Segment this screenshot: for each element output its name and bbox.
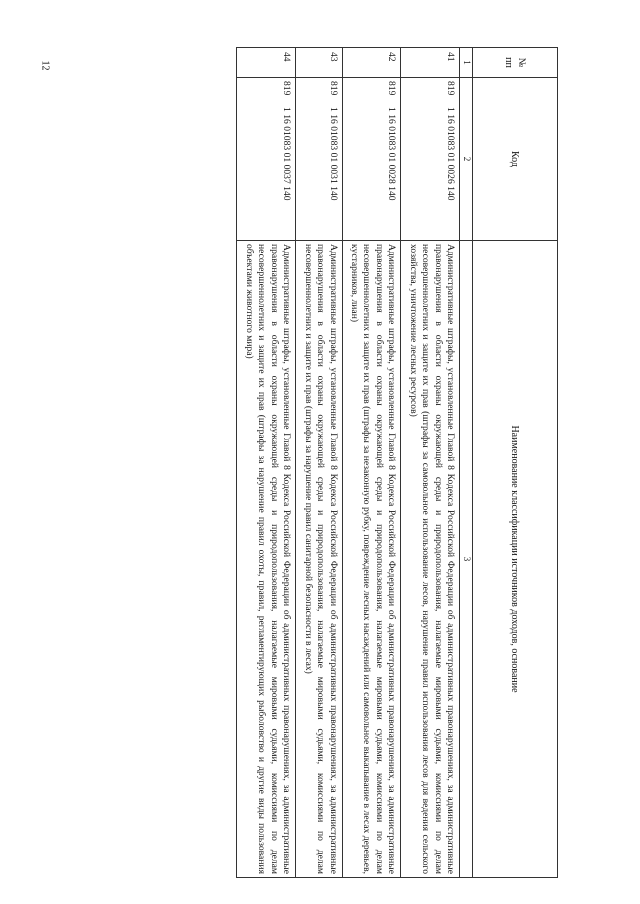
row-code [237,78,296,241]
row-number: 43 [296,48,342,78]
budget-code: 1 16 01083 01 0031 140 [327,107,339,201]
page-number: 12 [39,60,51,71]
column-index-3: 3 [460,241,473,878]
row-description: Административные штрафы, установленные Главой 8 Кодекса Российской Федерации об административных правонарушениях, за административные правонарушения в области охраны окружающей среды и природопользования, налагаемые мировыми судьями, комиссиями по делам несовершеннолетних и защите их прав (штрафы за незаконную рубку, повреждение лесных насаждений или самовольное выкапывание в лесах деревьев, кустарников, лиан) [342,241,401,878]
row-number: 44 [237,48,296,78]
header-num: № пп [473,48,558,78]
row-code [342,78,401,241]
table-row [401,48,460,878]
table-row [296,48,342,878]
row-description: Административные штрафы, установленные Главой 8 Кодекса Российской Федерации об административных правонарушениях, за административные правонарушения в области охраны окружающей среды и природопользования, налагаемые мировыми судьями, комиссиями по делам несовершеннолетних и защите их прав (штрафы за нарушение правил санитарной безопасности в лесах) [296,241,342,878]
budget-code: 1 16 01083 01 0026 140 [445,107,457,201]
row-number: 41 [401,48,460,78]
revenue-classification-table [236,47,558,878]
row-description: Административные штрафы, установленные Главой 8 Кодекса Российской Федерации об административных правонарушениях, за административные правонарушения в области охраны окружающей среды и природопользования, налагаемые мировыми судьями, комиссиями по делам несовершеннолетних и защите их прав (штрафы за нарушение правил охоты, правил, регламентирующих рыболовство и другие виды пользования объектами животного мира) [237,241,296,878]
admin-code: 819 [386,81,398,96]
admin-code: 819 [445,81,457,96]
row-code [296,78,342,241]
rotated-table-sheet [88,47,558,877]
budget-code: 1 16 01083 01 0028 140 [386,107,398,201]
column-index-row [460,48,473,878]
row-code [401,78,460,241]
row-description: Административные штрафы, установленные Главой 8 Кодекса Российской Федерации об административных правонарушениях, за административные правонарушения в области охраны окружающей среды и природопользования, налагаемые мировыми судьями, комиссиями по делам несовершеннолетних и защите их прав (штрафы за самовольное использование лесов, нарушение правил использования лесов для ведения сельского хозяйства, уничтожение лесных ресурсов) [401,241,460,878]
table-row [237,48,296,878]
admin-code: 819 [327,81,339,96]
row-number: 42 [342,48,401,78]
table-header-row [473,48,558,878]
header-code: Код [473,78,558,241]
admin-code: 819 [281,81,293,96]
column-index-2: 2 [460,78,473,241]
table-row [342,48,401,878]
header-name: Наименование классификации источников доходов, основание [473,241,558,878]
column-index-1: 1 [460,48,473,78]
budget-code: 1 16 01083 01 0037 140 [281,107,293,201]
